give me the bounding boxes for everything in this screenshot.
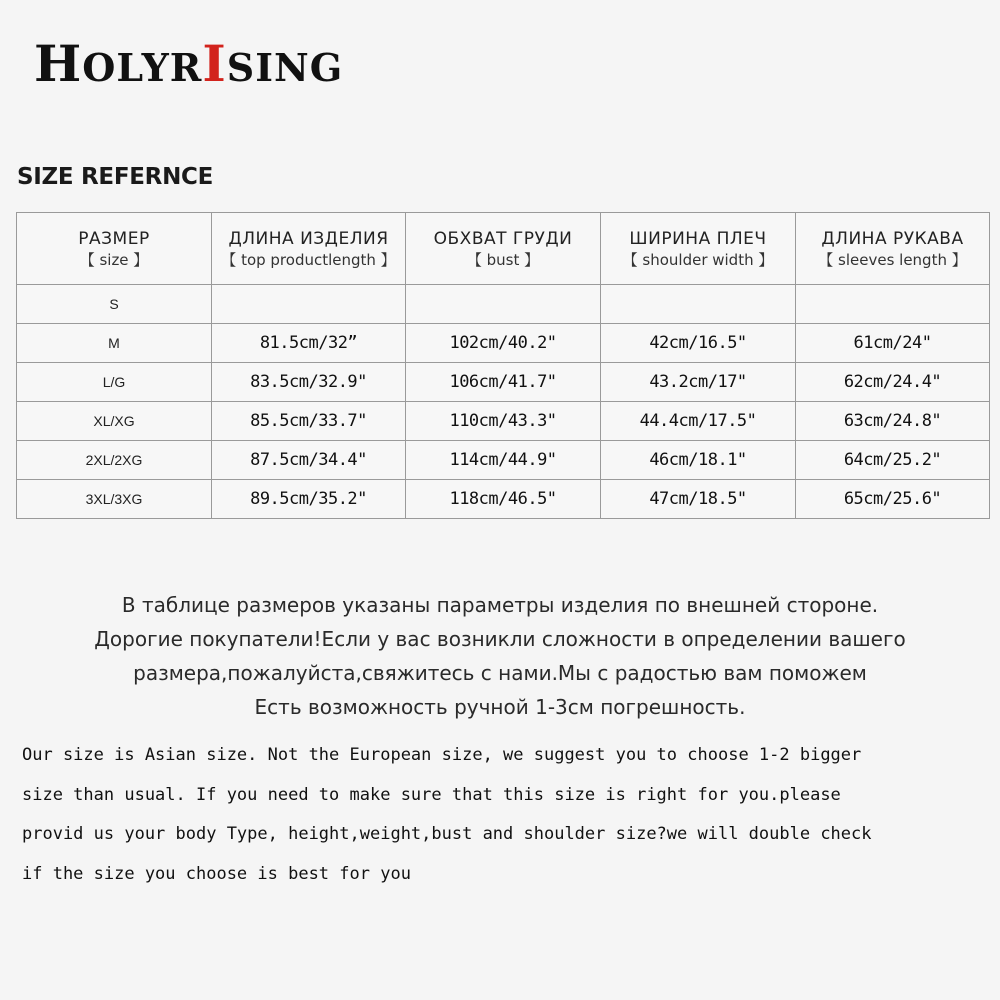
length-cell: 83.5cm/32.9" (212, 363, 406, 402)
header-length (212, 213, 406, 285)
bust-cell: 102cm/40.2" (406, 324, 601, 363)
logo-text-part2: SING (226, 45, 344, 90)
shoulder-cell: 46cm/18.1" (601, 441, 796, 480)
english-note-line: provid us your body Type, height,weight,bust and shoulder size?we will double check (22, 824, 872, 844)
russian-note-line: размера,пожалуйста,свяжитесь с нами.Мы с радостью вам поможем (133, 661, 867, 685)
header-bust-ru: ОБХВАТ ГРУДИ (433, 228, 573, 249)
header-size (17, 213, 212, 285)
sleeve-cell: 64cm/25.2" (796, 441, 990, 480)
bust-cell: 106cm/41.7" (406, 363, 601, 402)
header-sleeve-ru: ДЛИНА РУКАВА (821, 228, 964, 249)
header-sleeve-en: 【 sleeves length 】 (818, 250, 967, 269)
bust-cell: 110cm/43.3" (406, 402, 601, 441)
table-row (17, 363, 990, 402)
size-cell: 3XL/3XG (17, 480, 212, 519)
sleeve-cell: 63cm/24.8" (796, 402, 990, 441)
header-shoulder-en: 【 shoulder width 】 (622, 250, 774, 269)
header-size-en: 【 size 】 (79, 250, 149, 269)
length-cell (212, 285, 406, 324)
length-cell: 85.5cm/33.7" (212, 402, 406, 441)
table-row (17, 441, 990, 480)
table-row (17, 324, 990, 363)
header-bust (406, 213, 601, 285)
length-cell: 89.5cm/35.2" (212, 480, 406, 519)
header-shoulder (601, 213, 796, 285)
english-note-line: Our size is Asian size. Not the European size, we suggest you to choose 1-2 bigger (22, 745, 862, 765)
bust-cell (406, 285, 601, 324)
russian-size-note (0, 588, 1000, 724)
bust-cell: 118cm/46.5" (406, 480, 601, 519)
length-cell: 87.5cm/34.4" (212, 441, 406, 480)
table-row (17, 480, 990, 519)
size-cell: M (17, 324, 212, 363)
sleeve-cell: 65cm/25.6" (796, 480, 990, 519)
size-cell: 2XL/2XG (17, 441, 212, 480)
size-chart-table (16, 212, 990, 519)
size-cell: XL/XG (17, 402, 212, 441)
size-reference-title: SIZE REFERNCE (17, 164, 214, 190)
shoulder-cell: 44.4cm/17.5" (601, 402, 796, 441)
table-header-row (17, 213, 990, 285)
header-shoulder-ru: ШИРИНА ПЛЕЧ (629, 228, 767, 249)
sleeve-cell: 62cm/24.4" (796, 363, 990, 402)
brand-logo (34, 34, 343, 93)
english-note-line: if the size you choose is best for you (22, 863, 411, 884)
size-cell: S (17, 285, 212, 324)
logo-text-part1: OLYR (82, 45, 203, 90)
header-sleeve (796, 213, 990, 285)
logo-letter-h: H (34, 34, 83, 93)
shoulder-cell: 42cm/16.5" (601, 324, 796, 363)
logo-letter-i: I (202, 34, 227, 93)
sleeve-cell: 61cm/24" (796, 324, 990, 363)
header-length-ru: ДЛИНА ИЗДЕЛИЯ (228, 228, 389, 249)
table-row (17, 285, 990, 324)
russian-note-line: Дорогие покупатели!Если у вас возникли сложности в определении вашего (94, 627, 906, 651)
length-cell: 81.5cm/32” (212, 324, 406, 363)
english-note-line: size than usual. If you need to make sure that this size is right for you.please (22, 784, 841, 805)
sleeve-cell (796, 285, 990, 324)
shoulder-cell: 43.2cm/17" (601, 363, 796, 402)
russian-note-line: Есть возможность ручной 1-3см погрешность. (254, 695, 746, 719)
header-bust-en: 【 bust 】 (466, 250, 540, 269)
shoulder-cell (601, 285, 796, 324)
russian-note-line: В таблице размеров указаны параметры изделия по внешней стороне. (121, 593, 879, 617)
english-size-note (22, 736, 982, 894)
header-size-ru: РАЗМЕР (78, 228, 150, 249)
bust-cell: 114cm/44.9" (406, 441, 601, 480)
header-length-en: 【 top productlength 】 (221, 250, 396, 269)
table-row (17, 402, 990, 441)
shoulder-cell: 47cm/18.5" (601, 480, 796, 519)
size-cell: L/G (17, 363, 212, 402)
